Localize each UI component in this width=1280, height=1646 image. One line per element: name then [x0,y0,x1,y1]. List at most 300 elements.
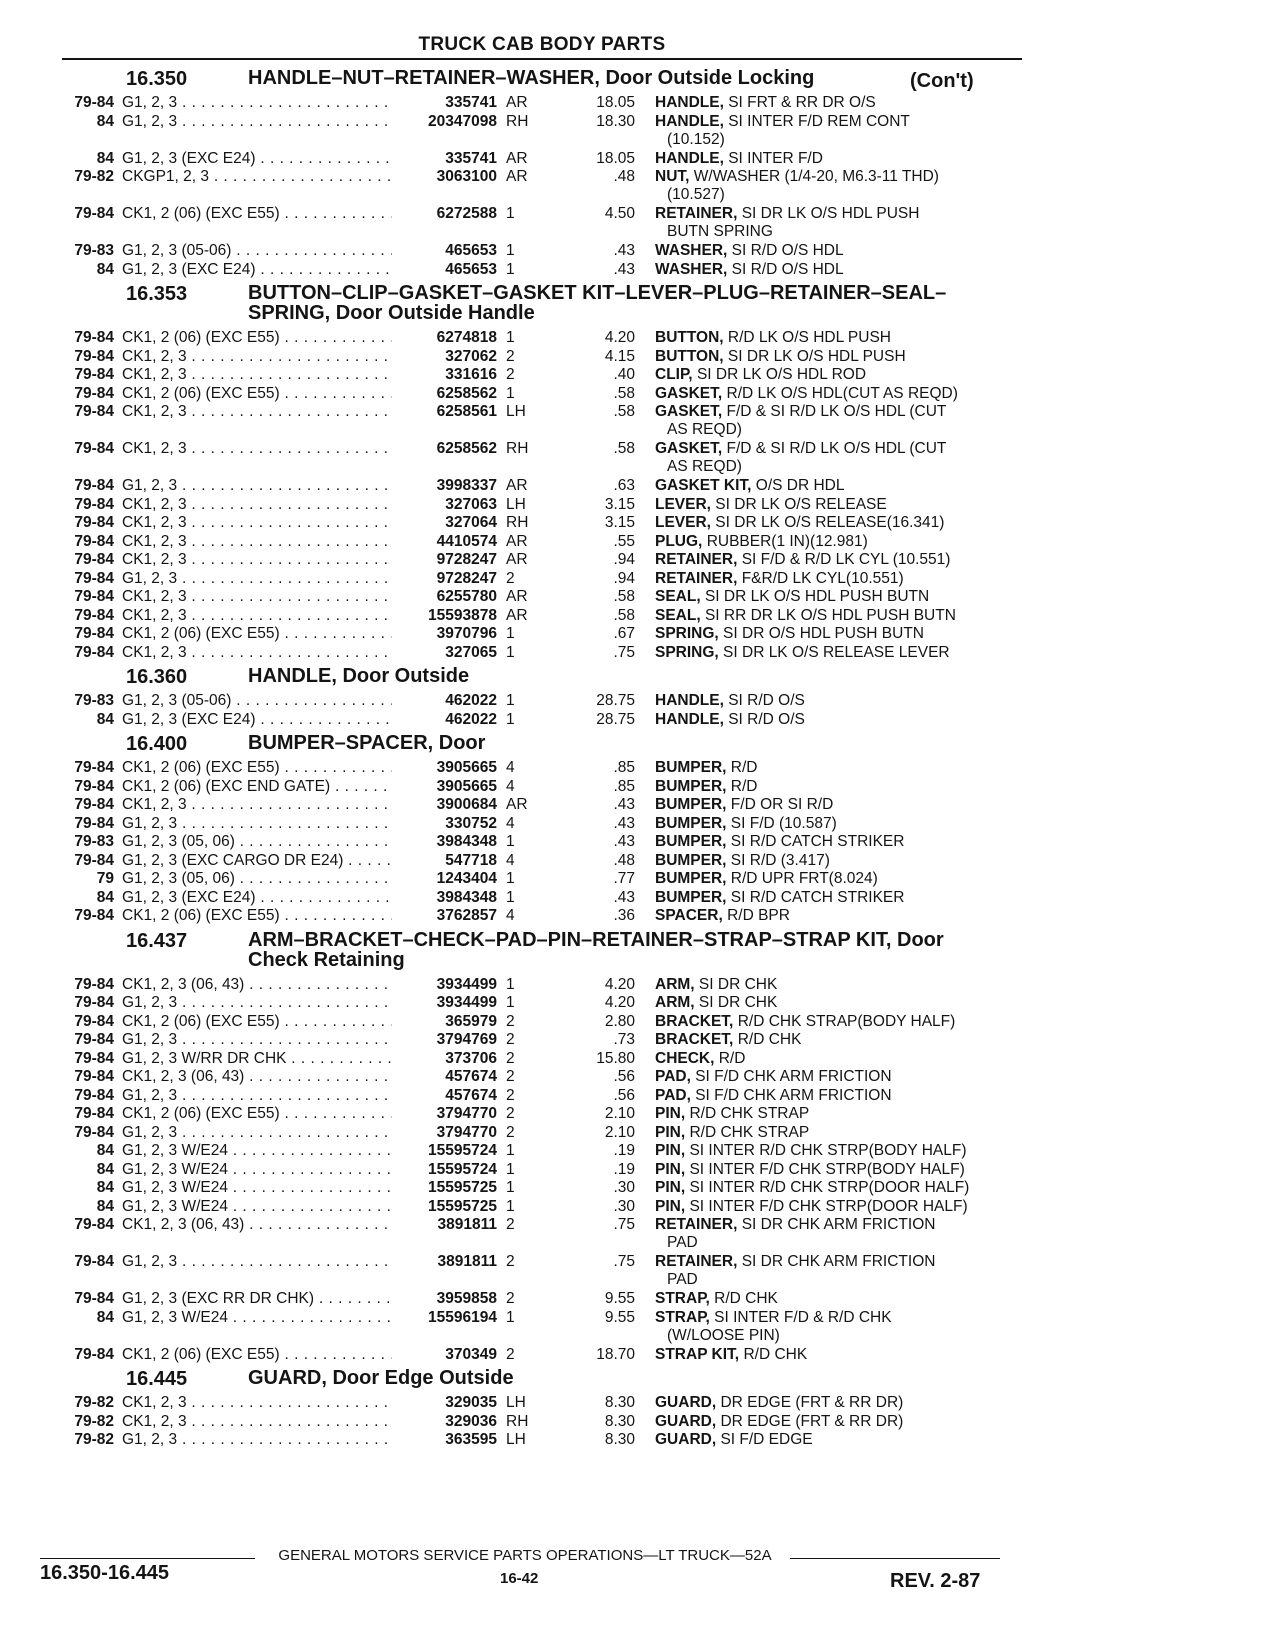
model-application: CK1, 2, 3 . . . [122,533,392,551]
part-detail-continued: PAD [667,1271,698,1288]
part-number: 547718 [445,851,497,869]
part-name: HANDLE, [655,149,724,167]
part-detail: SI INTER F/D & R/D CHK [714,1308,892,1326]
price: .43 [613,260,635,278]
quantity: 1 [506,975,515,993]
model-year: 79-84 [74,551,114,568]
table-row [0,852,1280,871]
part-name: ARM, [655,975,695,993]
footer-divider-left [40,1558,255,1559]
section-title: BUTTON–CLIP–GASKET–GASKET KIT–LEVER–PLUG–RETAINER–SEAL–SPRING, Door Outside Handle [248,282,947,324]
table-row [0,1431,1280,1450]
part-detail-continued: BUTN SPRING [667,223,773,240]
quantity: RH [506,440,529,457]
part-name: BRACKET, [655,1031,734,1048]
part-detail: SI DR LK O/S HDL PUSH BUTN [704,588,930,605]
price: 3.15 [604,514,635,531]
part-name: STRAP, [655,1308,710,1326]
price: .58 [613,606,635,624]
part-description [655,1161,1025,1179]
model-application: G1, 2, 3 W/E24 . . . [122,1142,392,1160]
model-application: CK1, 2 (06) (EXC E55) . . . [122,625,392,643]
part-description [655,711,1025,729]
part-detail: R/D CHK STRAP [689,1105,810,1122]
price: 4.20 [604,975,635,993]
table-row [0,976,1280,995]
part-name: BUMPER, [655,851,727,869]
table-row [0,496,1280,515]
price: .75 [613,643,635,661]
part-number: 3794770 [436,1123,497,1141]
section-title: ARM–BRACKET–CHECK–PAD–PIN–RETAINER–STRAP–STRAP KIT, Door Check Retaining [248,928,944,971]
price: .43 [613,242,635,259]
table-row [0,348,1280,367]
model-application: CK1, 2, 3 (06, 43) . . . [122,976,392,994]
part-detail: R/D CHK [714,1290,778,1307]
part-description [655,242,1025,260]
model-year: 79-84 [74,403,114,420]
model-application: CK1, 2, 3 . . . [122,403,392,421]
price: 4.20 [604,329,635,346]
part-detail: SI R/D (3.417) [730,851,830,869]
model-year: 79-84 [74,643,114,661]
part-description [655,329,1025,347]
price: .94 [613,551,635,568]
part-detail: SI DR CHK ARM FRICTION [741,1253,936,1270]
section-title: HANDLE, Door Outside [248,665,470,687]
quantity: 1 [506,692,515,709]
part-name: CHECK, [655,1049,715,1067]
section-heading [0,1364,1280,1394]
quantity: 2 [506,569,515,587]
table-row [0,1142,1280,1161]
model-application: CK1, 2, 3 (06, 43) . . . [122,1216,392,1234]
part-number: 3900684 [436,796,497,813]
price: .43 [613,796,635,813]
price: 28.75 [596,692,635,709]
table-row [0,168,1280,205]
part-name: PLUG, [655,532,703,550]
quantity: 2 [506,1068,515,1085]
model-year: 79-84 [74,1049,114,1067]
quantity: LH [506,495,526,513]
quantity: 4 [506,851,515,869]
part-detail: F/D & SI R/D LK O/S HDL (CUT [726,440,947,457]
part-name: GASKET, [655,440,723,457]
model-application: G1, 2, 3 . . . [122,994,392,1012]
model-year: 84 [96,1179,114,1196]
section-number: 16.400 [126,733,188,755]
model-application: G1, 2, 3 (05, 06) . . . [122,870,392,888]
part-name: GASKET, [655,403,723,420]
model-year: 79-83 [74,242,114,259]
table-row [0,1346,1280,1365]
part-detail: F&R/D LK CYL(10.551) [741,569,904,587]
part-number: 373706 [445,1049,497,1067]
price: 15.80 [596,1049,635,1067]
part-name: LEVER, [655,495,711,513]
model-application: G1, 2, 3 (EXC CARGO DR E24) . . . [122,852,392,870]
quantity: 1 [506,643,515,661]
quantity: 1 [506,242,515,259]
part-name: RETAINER, [655,205,738,222]
part-name: WASHER, [655,242,728,259]
part-number: 465653 [445,242,497,259]
price: 18.30 [596,112,635,130]
part-number: 331616 [445,366,497,383]
part-number: 363595 [445,1431,497,1448]
price: .55 [613,532,635,550]
quantity: AR [506,149,528,167]
part-detail: SI DR CHK [698,975,778,993]
quantity: LH [506,403,526,420]
model-application: G1, 2, 3 (EXC E24) . . . [122,150,392,168]
table-row [0,477,1280,496]
quantity: RH [506,112,529,130]
part-number: 15595725 [428,1197,497,1215]
part-description [655,168,1025,204]
part-number: 327063 [445,495,497,513]
model-application: G1, 2, 3 . . . [122,1124,392,1142]
price: .43 [613,814,635,832]
part-detail: SI R/D CATCH STRIKER [730,833,905,850]
part-name: PIN, [655,1142,686,1159]
price: .73 [613,1031,635,1048]
price: 8.30 [604,1412,635,1430]
price: 9.55 [604,1290,635,1307]
table-row [0,692,1280,711]
part-number: 3959858 [436,1290,497,1307]
quantity: 2 [506,1253,515,1270]
part-detail: R/D [730,777,758,795]
quantity: AR [506,551,528,568]
model-application: G1, 2, 3 W/E24 . . . [122,1161,392,1179]
table-row [0,94,1280,113]
model-application: CK1, 2 (06) (EXC E55) . . . [122,1013,392,1031]
model-year: 79 [96,870,114,887]
model-year: 79-84 [74,329,114,346]
model-year: 84 [96,710,114,728]
model-year: 84 [96,1160,114,1178]
part-description [655,1013,1025,1031]
model-application: CK1, 2 (06) (EXC E55) . . . [122,1346,392,1364]
part-name: SPRING, [655,625,719,642]
model-year: 79-84 [74,796,114,813]
part-number: 4410574 [436,532,497,550]
quantity: AR [506,606,528,624]
price: .58 [613,440,635,457]
quantity: 2 [506,366,515,383]
part-description [655,976,1025,994]
part-detail-continued: AS REQD) [667,458,742,475]
part-number: 15593878 [428,606,497,624]
table-row [0,889,1280,908]
part-number: 6272588 [436,205,497,222]
price: 18.05 [596,149,635,167]
quantity: 1 [506,833,515,850]
model-application: G1, 2, 3 . . . [122,1031,392,1049]
quantity: 2 [506,1216,515,1233]
model-application: G1, 2, 3 . . . [122,1253,392,1271]
model-year: 79-84 [74,975,114,993]
part-detail: SI R/D O/S HDL [731,260,844,278]
part-name: SEAL, [655,588,701,605]
part-description [655,1198,1025,1216]
part-description [655,1179,1025,1197]
section-title: BUMPER–SPACER, Door [248,732,486,754]
part-name: BUMPER, [655,814,727,832]
quantity: 2 [506,1290,515,1307]
table-row [0,625,1280,644]
table-row [0,644,1280,663]
price: .77 [613,870,635,887]
model-year: 79-84 [74,1031,114,1048]
part-number: 6258562 [436,384,497,402]
quantity: RH [506,514,529,531]
quantity: AR [506,796,528,813]
part-description [655,852,1025,870]
quantity: 1 [506,384,515,402]
model-application: G1, 2, 3 W/RR DR CHK . . . [122,1050,392,1068]
part-description [655,403,1025,439]
part-number: 3905665 [436,777,497,795]
part-name: SPACER, [655,907,723,924]
part-detail: SI DR CHK [698,994,778,1011]
part-description [655,889,1025,907]
model-application: CK1, 2 (06) (EXC E55) . . . [122,907,392,925]
section-heading [0,729,1280,759]
part-description [655,1031,1025,1049]
part-name: BUMPER, [655,796,727,813]
table-row [0,607,1280,626]
price: 4.15 [604,347,635,365]
table-row [0,1253,1280,1290]
model-year: 79-84 [74,606,114,624]
table-row [0,570,1280,589]
part-name: RETAINER, [655,569,738,587]
table-row [0,1216,1280,1253]
part-description [655,692,1025,710]
quantity: 1 [506,1308,515,1326]
part-name: PIN, [655,1160,686,1178]
table-row [0,711,1280,730]
part-number: 327062 [445,347,497,365]
continued-label: (Con't) [910,70,974,92]
part-description [655,1142,1025,1160]
model-year: 79-84 [74,1105,114,1122]
part-description [655,1087,1025,1105]
part-name: HANDLE, [655,710,724,728]
model-year: 84 [96,1142,114,1159]
part-name: GUARD, [655,1412,717,1430]
part-description [655,994,1025,1012]
table-row [0,514,1280,533]
part-description [655,1290,1025,1308]
part-description [655,94,1025,112]
model-application: G1, 2, 3 (05, 06) . . . [122,833,392,851]
model-year: 79-84 [74,851,114,869]
price: .67 [613,625,635,642]
model-year: 79-84 [74,347,114,365]
part-number: 329035 [445,1394,497,1411]
model-year: 79-84 [74,205,114,222]
table-row [0,1394,1280,1413]
part-description [655,1413,1025,1431]
part-number: 6255780 [436,588,497,605]
quantity: LH [506,1394,526,1411]
model-application: CK1, 2, 3 . . . [122,607,392,625]
model-year: 79-84 [74,625,114,642]
section-heading [0,662,1280,692]
price: 8.30 [604,1431,635,1448]
footer-publisher: GENERAL MOTORS SERVICE PARTS OPERATIONS—LT TRUCK—52A [278,1547,772,1564]
part-name: ARM, [655,994,695,1011]
quantity: AR [506,477,528,494]
part-name: PIN, [655,1123,686,1141]
table-row [0,366,1280,385]
price: .19 [613,1160,635,1178]
quantity: RH [506,1412,529,1430]
model-application: CK1, 2, 3 . . . [122,551,392,569]
part-name: PIN, [655,1179,686,1196]
model-year: 84 [96,1308,114,1326]
model-year: 79-84 [74,814,114,832]
quantity: 1 [506,625,515,642]
part-number: 327065 [445,643,497,661]
table-row [0,1413,1280,1432]
part-detail: SI DR LK O/S RELEASE [715,495,887,513]
part-detail: SI F/D CHK ARM FRICTION [695,1086,892,1104]
quantity: 2 [506,1086,515,1104]
table-row [0,1050,1280,1069]
model-application: G1, 2, 3 . . . [122,570,392,588]
part-detail: SI INTER F/D [728,149,823,167]
quantity: 4 [506,814,515,832]
part-detail: R/D CHK [737,1031,802,1048]
part-detail: R/D CHK STRAP(BODY HALF) [737,1012,956,1030]
quantity: 1 [506,329,515,346]
part-number: 15595725 [428,1179,497,1196]
part-number: 3891811 [437,1216,497,1233]
model-year: 79-84 [74,477,114,494]
part-number: 6258561 [436,403,497,420]
model-application: CK1, 2, 3 . . . [122,440,392,458]
footer-divider-right [790,1558,1000,1559]
part-detail: DR EDGE (FRT & RR DR) [720,1412,904,1430]
model-year: 79-84 [74,1290,114,1307]
price: 2.10 [604,1105,635,1122]
price: 18.05 [596,94,635,111]
part-name: PIN, [655,1105,686,1122]
section-number: 16.353 [126,283,188,305]
part-number: 3984348 [436,833,497,850]
model-application: CK1, 2, 3 . . . [122,1413,392,1431]
quantity: AR [506,532,528,550]
part-detail: R/D CHK STRAP [689,1123,810,1141]
model-application: G1, 2, 3 . . . [122,1087,392,1105]
part-number: 15595724 [428,1160,497,1178]
part-detail: SI F/D CHK ARM FRICTION [695,1068,892,1085]
table-row [0,1179,1280,1198]
model-year: 84 [96,149,114,167]
model-year: 79-84 [74,440,114,457]
part-name: BUMPER, [655,759,727,776]
part-description [655,1309,1025,1345]
price: .36 [613,907,635,924]
part-detail: DR EDGE (FRT & RR DR) [720,1394,904,1411]
model-application: CK1, 2, 3 . . . [122,496,392,514]
part-number: 370349 [445,1345,497,1363]
model-application: CK1, 2, 3 . . . [122,366,392,384]
model-application: CKGP1, 2, 3 . . . [122,168,392,186]
model-year: 79-84 [74,94,114,111]
price: .85 [613,759,635,776]
part-detail: SI DR LK O/S RELEASE LEVER [723,643,950,661]
table-row [0,113,1280,150]
price: .85 [613,777,635,795]
model-year: 79-83 [74,692,114,709]
part-detail: W/WASHER (1/4-20, M6.3-11 THD) [693,168,939,185]
section-heading [0,926,1280,976]
model-application: CK1, 2, 3 . . . [122,1394,392,1412]
part-number: 329036 [445,1412,497,1430]
part-detail: SI FRT & RR DR O/S [728,94,876,111]
model-application: CK1, 2, 3 . . . [122,514,392,532]
quantity: 2 [506,1049,515,1067]
section-number: 16.360 [126,666,188,688]
part-detail: SI R/D O/S [728,710,805,728]
part-name: WASHER, [655,260,728,278]
part-number: 365979 [445,1012,497,1030]
part-description [655,607,1025,625]
part-description [655,533,1025,551]
price: .19 [613,1142,635,1159]
part-number: 3762857 [436,907,497,924]
section-title: HANDLE–NUT–RETAINER–WASHER, Door Outside Locking [248,67,815,89]
price: .43 [613,833,635,850]
part-detail: F/D & SI R/D LK O/S HDL (CUT [726,403,947,420]
part-name: PAD, [655,1086,691,1104]
table-row [0,403,1280,440]
model-application: CK1, 2 (06) (EXC E55) . . . [122,759,392,777]
part-name: GASKET, [655,384,723,402]
model-year: 79-84 [74,1345,114,1363]
model-year: 79-84 [74,366,114,383]
price: .58 [613,588,635,605]
table-row [0,870,1280,889]
part-detail: SI DR LK O/S HDL PUSH [741,205,920,222]
part-name: BUMPER, [655,888,727,906]
table-row [0,815,1280,834]
quantity: 4 [506,759,515,776]
model-year: 79-84 [74,1086,114,1104]
part-detail: R/D LK O/S HDL(CUT AS REQD) [726,384,958,402]
section-number: 16.445 [126,1368,188,1390]
model-application: G1, 2, 3 W/E24 . . . [122,1309,392,1327]
price: 4.20 [604,994,635,1011]
part-number: 462022 [445,710,497,728]
quantity: 2 [506,1031,515,1048]
price: .94 [613,569,635,587]
part-description [655,644,1025,662]
table-row [0,759,1280,778]
parts-catalog-body [0,64,1280,1450]
part-description [655,1394,1025,1412]
model-application: CK1, 2, 3 . . . [122,348,392,366]
model-application: G1, 2, 3 W/E24 . . . [122,1198,392,1216]
table-row [0,205,1280,242]
model-application: CK1, 2, 3 . . . [122,644,392,662]
